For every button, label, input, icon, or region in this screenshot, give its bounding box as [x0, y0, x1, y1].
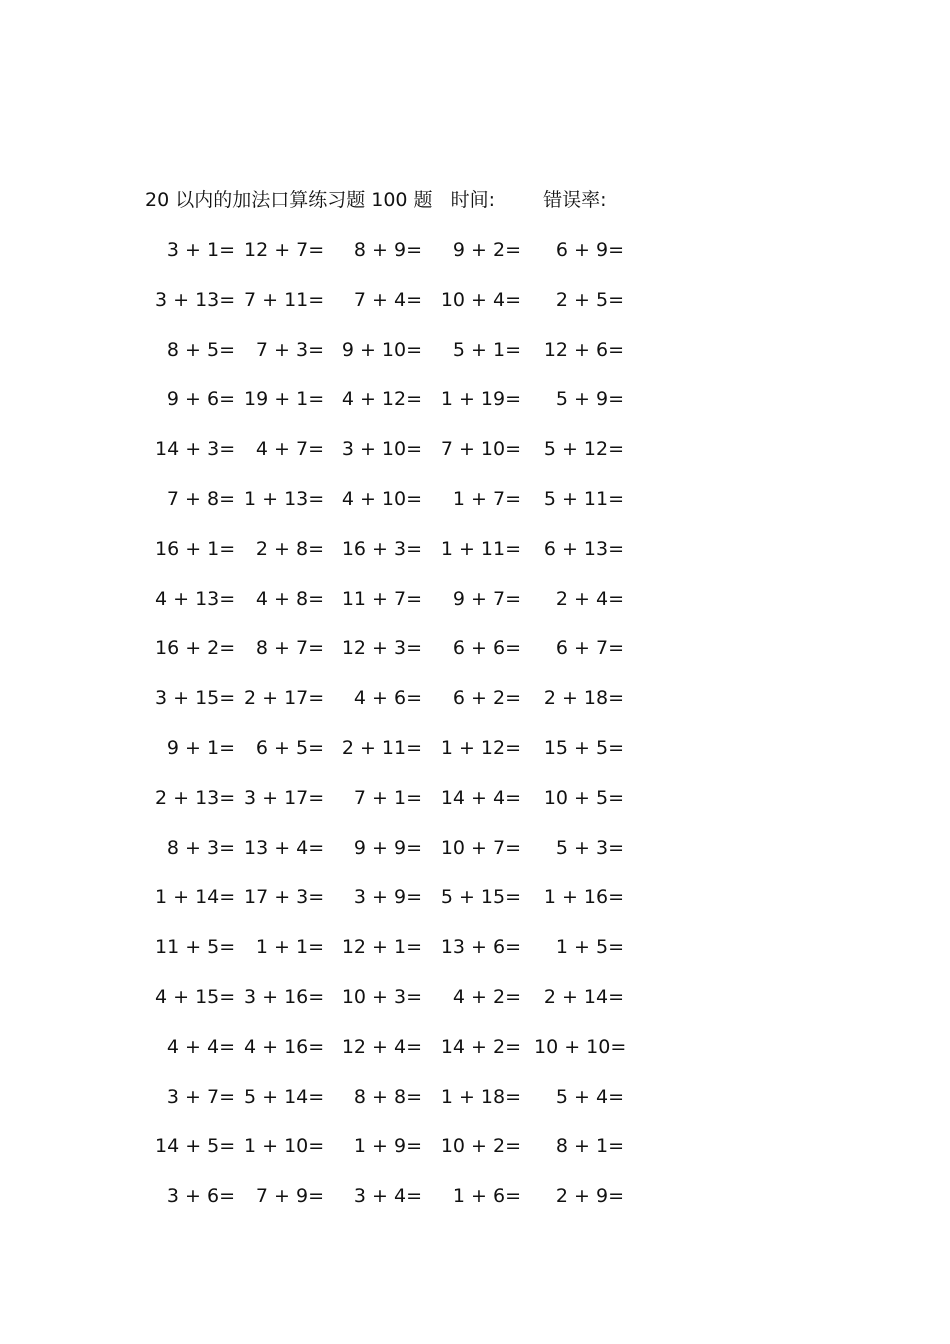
problem-cell: 5 + 12= [543, 438, 624, 461]
problem-cell: 5 + 11= [543, 487, 624, 510]
error-rate-label: 错误率: [543, 189, 607, 211]
problem-cell: 1 + 12= [440, 736, 521, 759]
problem-cell: 1 + 7= [452, 487, 521, 510]
problem-cell: 3 + 10= [341, 438, 422, 461]
problem-cell: 1 + 13= [244, 487, 325, 510]
problem-cell: 1 + 10= [244, 1135, 325, 1158]
problem-cell: 1 + 5= [555, 936, 624, 959]
problem-cell: 4 + 2= [452, 985, 521, 1008]
problem-row [150, 933, 650, 983]
problem-cell: 10 + 2= [440, 1135, 521, 1158]
problem-row [150, 1083, 650, 1133]
problem-row [150, 385, 650, 435]
problem-cell: 12 + 4= [341, 1035, 422, 1058]
problem-row [150, 535, 650, 585]
problem-cell: 11 + 7= [341, 587, 422, 610]
problem-cell: 4 + 16= [244, 1035, 325, 1058]
problem-row [150, 784, 650, 834]
problem-cell: 1 + 11= [440, 537, 521, 560]
problem-cell: 5 + 14= [244, 1085, 325, 1108]
problem-cell: 4 + 6= [353, 687, 422, 710]
problem-cell: 10 + 3= [341, 985, 422, 1008]
problem-cell: 1 + 9= [353, 1135, 422, 1158]
problem-cell: 3 + 4= [353, 1185, 422, 1208]
problem-row [150, 236, 650, 286]
problem-cell: 1 + 1= [255, 936, 324, 959]
problem-cell: 9 + 6= [166, 388, 235, 411]
problem-cell: 1 + 16= [543, 886, 624, 909]
problem-cell: 2 + 9= [555, 1185, 624, 1208]
problem-cell: 3 + 1= [166, 239, 235, 261]
problem-cell: 2 + 5= [555, 288, 624, 311]
problem-cell: 6 + 5= [255, 736, 324, 759]
problem-cell: 4 + 13= [155, 587, 236, 610]
problem-cell: 11 + 5= [155, 936, 236, 959]
problem-cell: 1 + 19= [440, 388, 521, 411]
problem-cell: 13 + 6= [440, 936, 521, 959]
problem-cell: 16 + 3= [341, 537, 422, 560]
problem-cell: 10 + 5= [543, 786, 624, 809]
problem-cell: 8 + 5= [166, 338, 235, 361]
problem-cell: 14 + 3= [155, 438, 236, 461]
problem-cell: 5 + 3= [555, 836, 624, 859]
problem-cell: 8 + 9= [353, 239, 422, 261]
problem-cell: 17 + 3= [244, 886, 325, 909]
problem-cell: 3 + 15= [155, 687, 236, 710]
problem-cell: 8 + 7= [255, 637, 324, 660]
problem-cell: 7 + 1= [353, 786, 422, 809]
problem-cell: 2 + 11= [341, 736, 422, 759]
problem-row [150, 634, 650, 684]
problem-cell: 9 + 2= [452, 239, 521, 261]
problem-cell: 1 + 14= [155, 886, 236, 909]
problem-cell: 14 + 4= [440, 786, 521, 809]
problem-cell: 7 + 11= [244, 288, 325, 311]
problem-cell: 3 + 13= [155, 288, 236, 311]
problem-row [150, 684, 650, 734]
problem-cell: 3 + 17= [244, 786, 325, 809]
problem-cell: 12 + 6= [543, 338, 624, 361]
problem-cell: 10 + 4= [440, 288, 521, 311]
problem-cell: 2 + 18= [543, 687, 624, 710]
problem-row [150, 585, 650, 635]
problem-cell: 5 + 15= [440, 886, 521, 909]
problem-cell: 6 + 7= [555, 637, 624, 660]
problem-cell: 2 + 14= [543, 985, 624, 1008]
problem-cell: 9 + 7= [452, 587, 521, 610]
problem-cell: 8 + 8= [353, 1085, 422, 1108]
problem-cell: 4 + 8= [255, 587, 324, 610]
problem-cell: 3 + 7= [166, 1085, 235, 1108]
problem-cell: 10 + 7= [440, 836, 521, 859]
problem-row [150, 435, 650, 485]
worksheet-title: 20 以内的加法口算练习题 100 题 [145, 189, 433, 211]
problem-cell: 5 + 1= [452, 338, 521, 361]
problem-row [150, 485, 650, 535]
problem-grid [150, 236, 650, 1232]
problem-cell: 10 + 10= [534, 1035, 627, 1058]
problem-cell: 6 + 13= [543, 537, 624, 560]
problem-cell: 14 + 2= [440, 1035, 521, 1058]
problem-row [150, 1132, 650, 1182]
problem-cell: 7 + 10= [440, 438, 521, 461]
problem-cell: 16 + 2= [155, 637, 236, 660]
problem-cell: 12 + 1= [341, 936, 422, 959]
problem-cell: 6 + 9= [555, 239, 624, 261]
problem-row [150, 336, 650, 386]
problem-cell: 4 + 10= [341, 487, 422, 510]
problem-row [150, 883, 650, 933]
problem-cell: 19 + 1= [244, 388, 325, 411]
problem-cell: 8 + 3= [166, 836, 235, 859]
problem-row [150, 983, 650, 1033]
problem-cell: 12 + 7= [244, 239, 325, 261]
problem-cell: 16 + 1= [155, 537, 236, 560]
problem-cell: 3 + 6= [166, 1185, 235, 1208]
problem-cell: 4 + 12= [341, 388, 422, 411]
problem-cell: 2 + 17= [244, 687, 325, 710]
problem-cell: 2 + 13= [155, 786, 236, 809]
worksheet-header [145, 186, 606, 214]
problem-cell: 7 + 8= [166, 487, 235, 510]
problem-cell: 4 + 15= [155, 985, 236, 1008]
problem-cell: 4 + 7= [255, 438, 324, 461]
problem-cell: 5 + 9= [555, 388, 624, 411]
problem-cell: 6 + 2= [452, 687, 521, 710]
problem-cell: 9 + 9= [353, 836, 422, 859]
problem-cell: 2 + 4= [555, 587, 624, 610]
problem-cell: 7 + 4= [353, 288, 422, 311]
time-label: 时间: [450, 189, 496, 211]
problem-cell: 1 + 6= [452, 1185, 521, 1208]
problem-cell: 4 + 4= [166, 1035, 235, 1058]
problem-row [150, 286, 650, 336]
problem-cell: 9 + 10= [341, 338, 422, 361]
problem-cell: 2 + 8= [255, 537, 324, 560]
problem-cell: 8 + 1= [555, 1135, 624, 1158]
problem-cell: 1 + 18= [440, 1085, 521, 1108]
problem-cell: 13 + 4= [244, 836, 325, 859]
problem-row [150, 1033, 650, 1083]
problem-cell: 9 + 1= [166, 736, 235, 759]
problem-row [150, 1182, 650, 1232]
problem-cell: 5 + 4= [555, 1085, 624, 1108]
problem-cell: 14 + 5= [155, 1135, 236, 1158]
problem-cell: 3 + 9= [353, 886, 422, 909]
problem-cell: 3 + 16= [244, 985, 325, 1008]
problem-cell: 6 + 6= [452, 637, 521, 660]
problem-cell: 7 + 9= [255, 1185, 324, 1208]
problem-cell: 12 + 3= [341, 637, 422, 660]
problem-row [150, 734, 650, 784]
problem-cell: 7 + 3= [255, 338, 324, 361]
problem-cell: 15 + 5= [543, 736, 624, 759]
problem-row [150, 834, 650, 884]
